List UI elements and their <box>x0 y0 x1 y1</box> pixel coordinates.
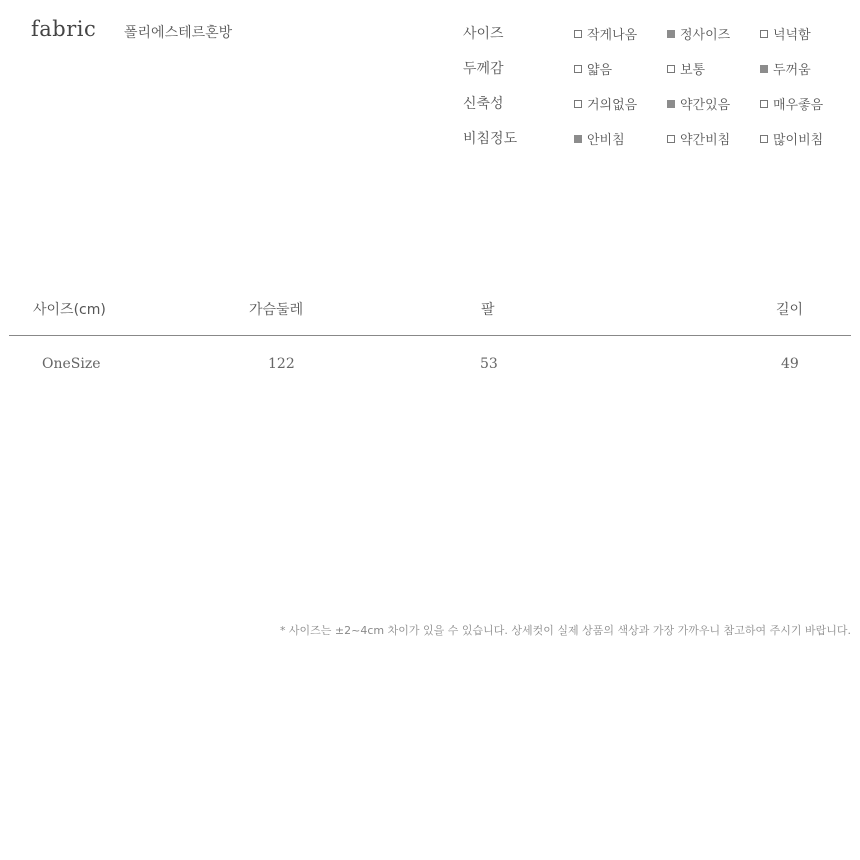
attr-label-sheerness: 비침정도 <box>463 131 518 147</box>
attr-label-size: 사이즈 <box>463 26 504 42</box>
size-notice: * 사이즈는 ±2~4cm 차이가 있을 수 있습니다. 상세컷이 실제 상품의 색상과 가장 가까우니 참고하여 주시기 바랍니다. <box>279 624 851 637</box>
option-stretch-great <box>760 94 823 113</box>
attr-label-thickness: 두께감 <box>463 61 504 77</box>
option-label: 안비침 <box>587 133 625 148</box>
checkbox-checked-icon <box>574 135 582 143</box>
table-divider <box>9 335 851 336</box>
option-label: 보통 <box>680 63 706 78</box>
option-label: 많이비침 <box>773 133 824 148</box>
checkbox-checked-icon <box>760 65 768 73</box>
checkbox-checked-icon <box>667 30 675 38</box>
option-label: 거의없음 <box>587 98 638 113</box>
checkbox-icon <box>760 135 768 143</box>
table-header-length: 길이 <box>776 302 804 318</box>
checkbox-checked-icon <box>667 100 675 108</box>
checkbox-icon <box>574 30 582 38</box>
option-label: 작게나옴 <box>587 28 638 43</box>
option-label: 두꺼움 <box>773 63 811 78</box>
option-thickness-normal <box>667 59 705 78</box>
option-label: 얇음 <box>587 63 613 78</box>
checkbox-icon <box>667 65 675 73</box>
option-size-small <box>574 24 637 43</box>
checkbox-icon <box>574 65 582 73</box>
option-sheer-slight <box>667 129 730 148</box>
option-stretch-none <box>574 94 637 113</box>
option-sheer-much <box>760 129 823 148</box>
table-header-size: 사이즈(cm) <box>33 302 106 318</box>
fabric-label: fabric <box>31 17 97 41</box>
checkbox-icon <box>760 30 768 38</box>
checkbox-icon <box>574 100 582 108</box>
attr-label-stretch: 신축성 <box>463 96 504 112</box>
option-thickness-thick <box>760 59 811 78</box>
table-header-chest: 가슴둘레 <box>249 302 304 318</box>
option-thickness-thin <box>574 59 612 78</box>
fabric-value: 폴리에스테르혼방 <box>124 25 233 41</box>
option-label: 넉넉함 <box>773 28 811 43</box>
table-cell-chest: 122 <box>268 356 295 372</box>
option-sheer-none <box>574 129 625 148</box>
option-label: 정사이즈 <box>680 28 731 43</box>
table-cell-sleeve: 53 <box>480 356 498 372</box>
option-size-loose <box>760 24 811 43</box>
option-label: 매우좋음 <box>773 98 824 113</box>
option-stretch-some <box>667 94 730 113</box>
option-size-regular <box>667 24 730 43</box>
option-label: 약간비침 <box>680 133 731 148</box>
option-label: 약간있음 <box>680 98 731 113</box>
table-header-sleeve: 팔 <box>481 302 495 318</box>
table-cell-length: 49 <box>781 356 799 372</box>
table-cell-size: OneSize <box>42 356 101 372</box>
checkbox-icon <box>760 100 768 108</box>
checkbox-icon <box>667 135 675 143</box>
